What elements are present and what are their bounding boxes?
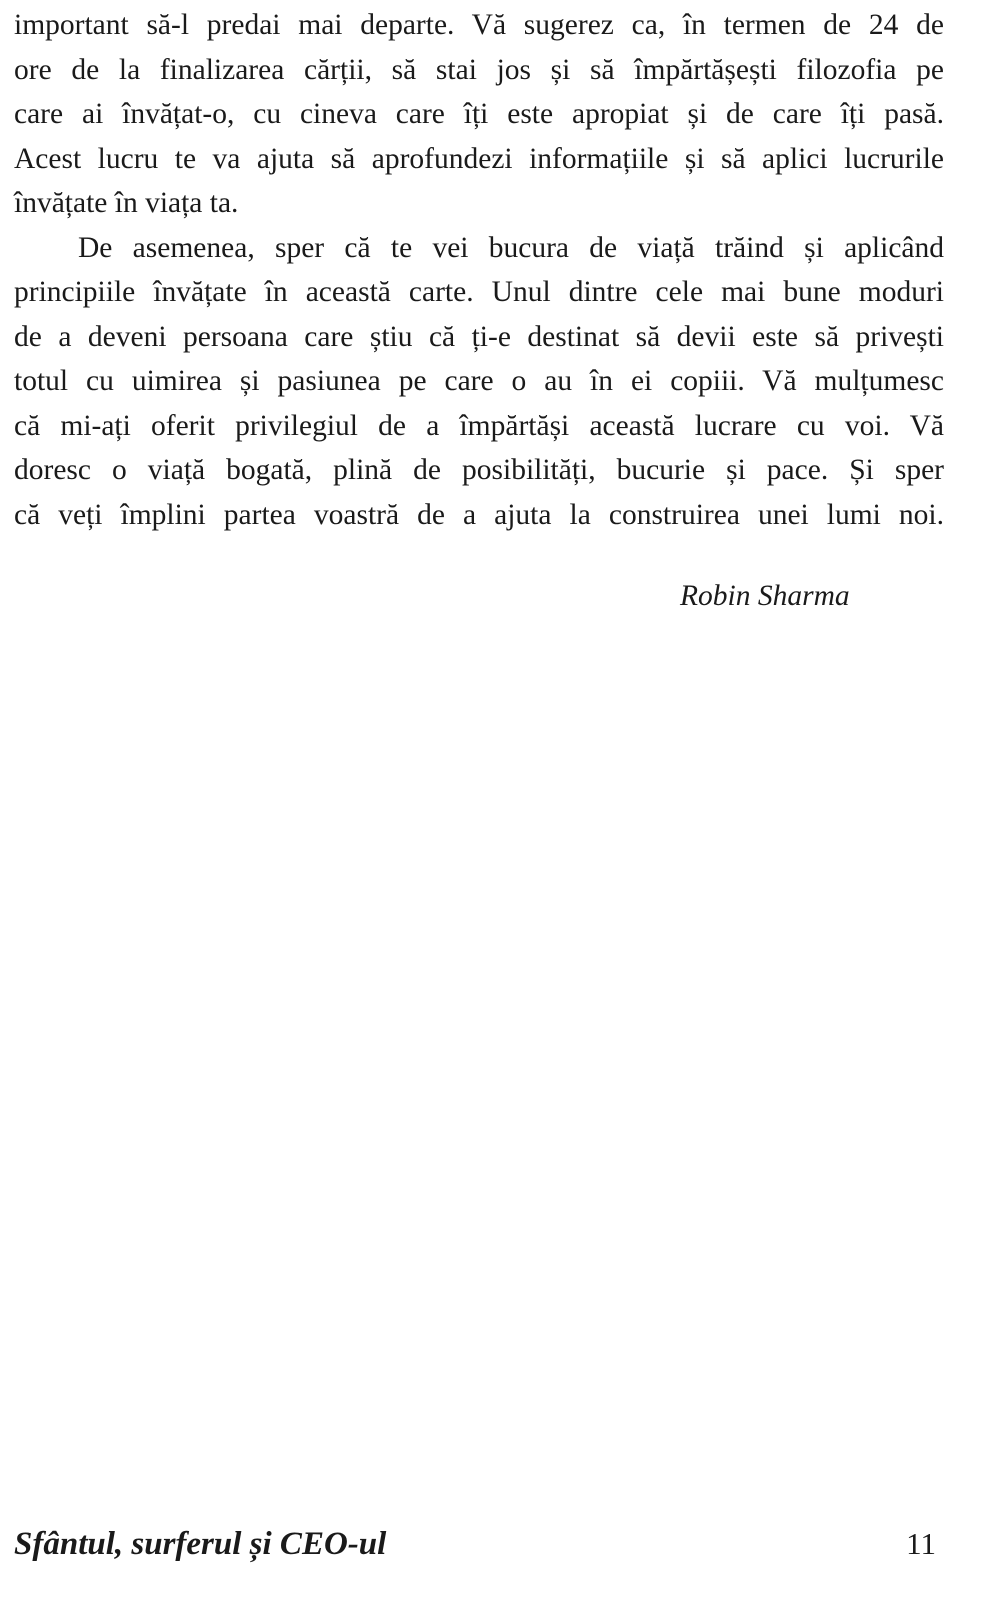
page-footer	[14, 1520, 936, 1568]
text-line: principiile învățate în această carte. Unul dintre cele mai bune moduri	[14, 276, 944, 308]
body-text	[14, 3, 944, 537]
text-line: doresc o viață bogată, plină de posibilități, bucurie și pace. Și sper	[14, 454, 944, 486]
page-number: 11	[906, 1526, 936, 1561]
text-line: că veți împlini partea voastră de a ajuta la construirea unei lumi noi.	[14, 498, 944, 531]
text-line: învățate în viața ta.	[14, 187, 239, 219]
text-line: Acest lucru te va ajuta să aprofundezi informațiile și să aplici lucrurile	[14, 142, 944, 175]
text-line: De asemenea, sper că te vei bucura de viață trăind și aplicând	[78, 231, 944, 264]
book-title: Sfântul, surferul și CEO-ul	[14, 1525, 387, 1562]
text-line: important să-l predai mai departe. Vă sugerez ca, în termen de 24 de	[14, 9, 944, 41]
text-line: de a deveni persoana care știu că ți-e destinat să devii este să privești	[14, 320, 944, 353]
author-signature: Robin Sharma	[680, 580, 850, 612]
text-line: ore de la finalizarea cărții, să stai jos și să împărtășești filozofia pe	[14, 53, 944, 86]
text-line: care ai învățat-o, cu cineva care îți este apropiat și de care îți pasă.	[14, 98, 944, 130]
text-line: totul cu uimirea și pasiunea pe care o au în ei copiii. Vă mulțumesc	[14, 365, 944, 397]
text-line: că mi-ați oferit privilegiul de a împărtăși această lucrare cu voi. Vă	[14, 409, 944, 442]
